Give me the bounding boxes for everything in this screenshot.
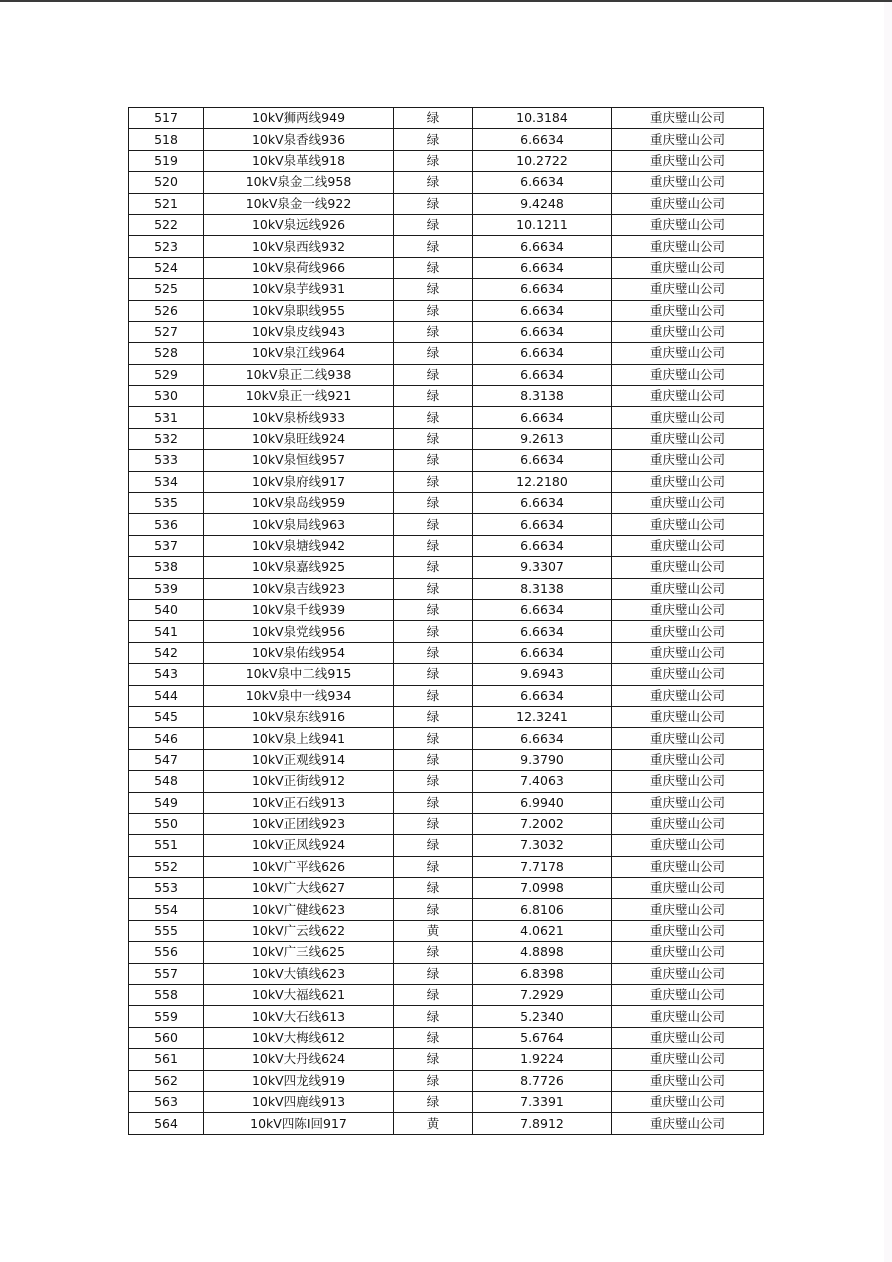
cell-row-index: 545 <box>129 706 204 727</box>
cell-row-index: 535 <box>129 493 204 514</box>
cell-grade: 绿 <box>394 963 473 984</box>
cell-value: 6.8398 <box>473 963 612 984</box>
cell-row-index: 551 <box>129 835 204 856</box>
feeder-table <box>128 107 764 1135</box>
cell-row-index: 548 <box>129 771 204 792</box>
cell-row-index: 531 <box>129 407 204 428</box>
cell-line-name: 10kV大梅线612 <box>204 1027 394 1048</box>
cell-line-name: 10kV泉芋线931 <box>204 279 394 300</box>
cell-line-name: 10kV正石线913 <box>204 792 394 813</box>
cell-company: 重庆璧山公司 <box>612 771 764 792</box>
cell-line-name: 10kV四龙线919 <box>204 1070 394 1091</box>
cell-value: 7.2929 <box>473 985 612 1006</box>
cell-line-name: 10kV泉党线956 <box>204 621 394 642</box>
table-row <box>129 813 764 834</box>
cell-company: 重庆璧山公司 <box>612 386 764 407</box>
table-row <box>129 878 764 899</box>
table-row <box>129 835 764 856</box>
cell-company: 重庆璧山公司 <box>612 150 764 171</box>
cell-company: 重庆璧山公司 <box>612 321 764 342</box>
table-row <box>129 343 764 364</box>
cell-line-name: 10kV泉荷线966 <box>204 257 394 278</box>
cell-company: 重庆璧山公司 <box>612 279 764 300</box>
cell-grade: 绿 <box>394 129 473 150</box>
table-row <box>129 706 764 727</box>
cell-grade: 绿 <box>394 706 473 727</box>
cell-value: 6.6634 <box>473 450 612 471</box>
cell-line-name: 10kV泉职线955 <box>204 300 394 321</box>
table-row <box>129 214 764 235</box>
cell-row-index: 559 <box>129 1006 204 1027</box>
table-row <box>129 621 764 642</box>
table-row <box>129 728 764 749</box>
table-row <box>129 985 764 1006</box>
cell-company: 重庆璧山公司 <box>612 706 764 727</box>
table-row <box>129 279 764 300</box>
table-row <box>129 942 764 963</box>
table-row <box>129 1070 764 1091</box>
cell-company: 重庆璧山公司 <box>612 813 764 834</box>
cell-row-index: 541 <box>129 621 204 642</box>
cell-value: 8.3138 <box>473 578 612 599</box>
cell-line-name: 10kV广健线623 <box>204 899 394 920</box>
cell-grade: 绿 <box>394 792 473 813</box>
cell-grade: 绿 <box>394 493 473 514</box>
feeder-table-body <box>129 108 764 1135</box>
table-row <box>129 899 764 920</box>
cell-line-name: 10kV大镇线623 <box>204 963 394 984</box>
cell-value: 10.2722 <box>473 150 612 171</box>
cell-value: 6.6634 <box>473 621 612 642</box>
cell-value: 12.3241 <box>473 706 612 727</box>
cell-row-index: 554 <box>129 899 204 920</box>
cell-company: 重庆璧山公司 <box>612 493 764 514</box>
cell-value: 9.4248 <box>473 193 612 214</box>
cell-grade: 绿 <box>394 749 473 770</box>
cell-company: 重庆璧山公司 <box>612 899 764 920</box>
cell-grade: 绿 <box>394 450 473 471</box>
cell-value: 6.6634 <box>473 300 612 321</box>
cell-row-index: 549 <box>129 792 204 813</box>
cell-row-index: 562 <box>129 1070 204 1091</box>
cell-grade: 绿 <box>394 835 473 856</box>
cell-company: 重庆璧山公司 <box>612 920 764 941</box>
cell-line-name: 10kV泉府线917 <box>204 471 394 492</box>
table-row <box>129 193 764 214</box>
cell-company: 重庆璧山公司 <box>612 578 764 599</box>
cell-line-name: 10kV正凤线924 <box>204 835 394 856</box>
cell-company: 重庆璧山公司 <box>612 193 764 214</box>
table-row <box>129 493 764 514</box>
cell-line-name: 10kV四鹿线913 <box>204 1091 394 1112</box>
cell-row-index: 526 <box>129 300 204 321</box>
cell-value: 10.3184 <box>473 108 612 129</box>
cell-grade: 绿 <box>394 728 473 749</box>
cell-row-index: 539 <box>129 578 204 599</box>
table-row <box>129 1113 764 1134</box>
cell-row-index: 550 <box>129 813 204 834</box>
cell-grade: 绿 <box>394 813 473 834</box>
cell-company: 重庆璧山公司 <box>612 514 764 535</box>
cell-grade: 绿 <box>394 150 473 171</box>
cell-value: 6.6634 <box>473 236 612 257</box>
cell-line-name: 10kV广平线626 <box>204 856 394 877</box>
cell-company: 重庆璧山公司 <box>612 1070 764 1091</box>
cell-line-name: 10kV泉上线941 <box>204 728 394 749</box>
table-row <box>129 535 764 556</box>
cell-grade: 绿 <box>394 428 473 449</box>
table-row <box>129 599 764 620</box>
cell-line-name: 10kV大丹线624 <box>204 1049 394 1070</box>
cell-line-name: 10kV泉中一线934 <box>204 685 394 706</box>
table-row <box>129 685 764 706</box>
cell-value: 8.3138 <box>473 386 612 407</box>
cell-grade: 绿 <box>394 599 473 620</box>
cell-company: 重庆璧山公司 <box>612 835 764 856</box>
table-row <box>129 1006 764 1027</box>
cell-row-index: 519 <box>129 150 204 171</box>
cell-line-name: 10kV泉香线936 <box>204 129 394 150</box>
cell-row-index: 543 <box>129 664 204 685</box>
cell-company: 重庆璧山公司 <box>612 257 764 278</box>
cell-grade: 绿 <box>394 172 473 193</box>
cell-row-index: 558 <box>129 985 204 1006</box>
cell-row-index: 518 <box>129 129 204 150</box>
cell-company: 重庆璧山公司 <box>612 535 764 556</box>
cell-row-index: 546 <box>129 728 204 749</box>
table-row <box>129 172 764 193</box>
cell-company: 重庆璧山公司 <box>612 1113 764 1134</box>
cell-company: 重庆璧山公司 <box>612 963 764 984</box>
cell-company: 重庆璧山公司 <box>612 557 764 578</box>
cell-row-index: 537 <box>129 535 204 556</box>
cell-line-name: 10kV泉远线926 <box>204 214 394 235</box>
cell-company: 重庆璧山公司 <box>612 428 764 449</box>
cell-line-name: 10kV泉中二线915 <box>204 664 394 685</box>
table-row <box>129 428 764 449</box>
cell-line-name: 10kV广大线627 <box>204 878 394 899</box>
cell-grade: 绿 <box>394 214 473 235</box>
cell-company: 重庆璧山公司 <box>612 364 764 385</box>
cell-value: 6.6634 <box>473 685 612 706</box>
cell-value: 6.6634 <box>473 642 612 663</box>
table-row <box>129 578 764 599</box>
cell-company: 重庆璧山公司 <box>612 664 764 685</box>
table-row <box>129 749 764 770</box>
cell-company: 重庆璧山公司 <box>612 1006 764 1027</box>
table-row <box>129 450 764 471</box>
cell-line-name: 10kV四陈I回917 <box>204 1113 394 1134</box>
cell-grade: 绿 <box>394 557 473 578</box>
cell-line-name: 10kV泉吉线923 <box>204 578 394 599</box>
cell-value: 6.9940 <box>473 792 612 813</box>
cell-row-index: 533 <box>129 450 204 471</box>
cell-value: 9.3307 <box>473 557 612 578</box>
cell-grade: 绿 <box>394 514 473 535</box>
cell-value: 7.7178 <box>473 856 612 877</box>
cell-value: 10.1211 <box>473 214 612 235</box>
cell-value: 9.6943 <box>473 664 612 685</box>
table-row <box>129 1091 764 1112</box>
cell-row-index: 523 <box>129 236 204 257</box>
cell-row-index: 557 <box>129 963 204 984</box>
cell-grade: 绿 <box>394 1027 473 1048</box>
cell-grade: 绿 <box>394 236 473 257</box>
cell-company: 重庆璧山公司 <box>612 172 764 193</box>
cell-grade: 绿 <box>394 279 473 300</box>
cell-row-index: 527 <box>129 321 204 342</box>
table-row <box>129 321 764 342</box>
cell-row-index: 521 <box>129 193 204 214</box>
cell-value: 7.4063 <box>473 771 612 792</box>
cell-company: 重庆璧山公司 <box>612 642 764 663</box>
cell-grade: 绿 <box>394 471 473 492</box>
cell-row-index: 553 <box>129 878 204 899</box>
table-row <box>129 386 764 407</box>
cell-value: 6.6634 <box>473 321 612 342</box>
cell-company: 重庆璧山公司 <box>612 214 764 235</box>
cell-company: 重庆璧山公司 <box>612 792 764 813</box>
cell-company: 重庆璧山公司 <box>612 942 764 963</box>
cell-grade: 黄 <box>394 920 473 941</box>
cell-value: 4.0621 <box>473 920 612 941</box>
table-row <box>129 257 764 278</box>
cell-row-index: 536 <box>129 514 204 535</box>
cell-row-index: 525 <box>129 279 204 300</box>
cell-row-index: 561 <box>129 1049 204 1070</box>
cell-grade: 绿 <box>394 985 473 1006</box>
cell-line-name: 10kV泉江线964 <box>204 343 394 364</box>
cell-value: 6.6634 <box>473 493 612 514</box>
cell-row-index: 524 <box>129 257 204 278</box>
cell-grade: 绿 <box>394 343 473 364</box>
cell-company: 重庆璧山公司 <box>612 728 764 749</box>
table-row <box>129 236 764 257</box>
cell-line-name: 10kV泉旺线924 <box>204 428 394 449</box>
cell-company: 重庆璧山公司 <box>612 599 764 620</box>
cell-value: 6.6634 <box>473 279 612 300</box>
cell-row-index: 552 <box>129 856 204 877</box>
cell-value: 6.6634 <box>473 535 612 556</box>
table-row <box>129 129 764 150</box>
cell-company: 重庆璧山公司 <box>612 300 764 321</box>
table-row <box>129 664 764 685</box>
cell-value: 7.8912 <box>473 1113 612 1134</box>
cell-value: 6.6634 <box>473 343 612 364</box>
table-row <box>129 150 764 171</box>
cell-value: 6.6634 <box>473 514 612 535</box>
cell-grade: 绿 <box>394 621 473 642</box>
cell-value: 4.8898 <box>473 942 612 963</box>
cell-line-name: 10kV泉正二线938 <box>204 364 394 385</box>
table-row <box>129 407 764 428</box>
cell-grade: 绿 <box>394 364 473 385</box>
cell-company: 重庆璧山公司 <box>612 621 764 642</box>
cell-row-index: 528 <box>129 343 204 364</box>
cell-line-name: 10kV泉嘉线925 <box>204 557 394 578</box>
cell-line-name: 10kV泉桥线933 <box>204 407 394 428</box>
cell-line-name: 10kV泉皮线943 <box>204 321 394 342</box>
cell-line-name: 10kV大石线613 <box>204 1006 394 1027</box>
cell-line-name: 10kV泉金二线958 <box>204 172 394 193</box>
cell-company: 重庆璧山公司 <box>612 1027 764 1048</box>
cell-grade: 绿 <box>394 1049 473 1070</box>
cell-grade: 绿 <box>394 878 473 899</box>
cell-company: 重庆璧山公司 <box>612 985 764 1006</box>
cell-line-name: 10kV泉佑线954 <box>204 642 394 663</box>
cell-row-index: 522 <box>129 214 204 235</box>
cell-line-name: 10kV泉西线932 <box>204 236 394 257</box>
cell-row-index: 564 <box>129 1113 204 1134</box>
cell-value: 9.2613 <box>473 428 612 449</box>
table-row <box>129 471 764 492</box>
cell-line-name: 10kV广云线622 <box>204 920 394 941</box>
cell-grade: 绿 <box>394 685 473 706</box>
cell-value: 8.7726 <box>473 1070 612 1091</box>
cell-line-name: 10kV泉正一线921 <box>204 386 394 407</box>
cell-row-index: 555 <box>129 920 204 941</box>
cell-line-name: 10kV广三线625 <box>204 942 394 963</box>
cell-company: 重庆璧山公司 <box>612 749 764 770</box>
cell-grade: 绿 <box>394 942 473 963</box>
table-row <box>129 108 764 129</box>
cell-row-index: 529 <box>129 364 204 385</box>
cell-grade: 绿 <box>394 193 473 214</box>
page-right-edge <box>884 2 892 1262</box>
cell-value: 6.6634 <box>473 407 612 428</box>
cell-row-index: 556 <box>129 942 204 963</box>
cell-company: 重庆璧山公司 <box>612 343 764 364</box>
table-row <box>129 364 764 385</box>
cell-company: 重庆璧山公司 <box>612 471 764 492</box>
cell-row-index: 547 <box>129 749 204 770</box>
cell-grade: 绿 <box>394 386 473 407</box>
cell-value: 7.2002 <box>473 813 612 834</box>
table-row <box>129 771 764 792</box>
cell-company: 重庆璧山公司 <box>612 236 764 257</box>
cell-grade: 绿 <box>394 407 473 428</box>
table-row <box>129 920 764 941</box>
cell-row-index: 530 <box>129 386 204 407</box>
cell-grade: 绿 <box>394 856 473 877</box>
cell-line-name: 10kV正团线923 <box>204 813 394 834</box>
table-row <box>129 514 764 535</box>
cell-row-index: 542 <box>129 642 204 663</box>
cell-value: 7.0998 <box>473 878 612 899</box>
cell-value: 9.3790 <box>473 749 612 770</box>
cell-company: 重庆璧山公司 <box>612 878 764 899</box>
cell-line-name: 10kV泉东线916 <box>204 706 394 727</box>
cell-line-name: 10kV泉金一线922 <box>204 193 394 214</box>
cell-line-name: 10kV正街线912 <box>204 771 394 792</box>
cell-value: 7.3032 <box>473 835 612 856</box>
cell-company: 重庆璧山公司 <box>612 450 764 471</box>
table-row <box>129 557 764 578</box>
cell-grade: 绿 <box>394 300 473 321</box>
cell-line-name: 10kV泉恒线957 <box>204 450 394 471</box>
cell-grade: 绿 <box>394 535 473 556</box>
cell-company: 重庆璧山公司 <box>612 1091 764 1112</box>
cell-value: 5.2340 <box>473 1006 612 1027</box>
cell-value: 6.8106 <box>473 899 612 920</box>
cell-value: 12.2180 <box>473 471 612 492</box>
cell-row-index: 540 <box>129 599 204 620</box>
cell-grade: 黄 <box>394 1113 473 1134</box>
cell-grade: 绿 <box>394 1070 473 1091</box>
cell-value: 6.6634 <box>473 364 612 385</box>
cell-value: 6.6634 <box>473 728 612 749</box>
cell-value: 7.3391 <box>473 1091 612 1112</box>
cell-value: 6.6634 <box>473 257 612 278</box>
cell-company: 重庆璧山公司 <box>612 856 764 877</box>
cell-row-index: 517 <box>129 108 204 129</box>
cell-row-index: 532 <box>129 428 204 449</box>
cell-grade: 绿 <box>394 1091 473 1112</box>
cell-row-index: 538 <box>129 557 204 578</box>
cell-grade: 绿 <box>394 642 473 663</box>
page-top-border <box>0 0 892 2</box>
cell-grade: 绿 <box>394 664 473 685</box>
cell-line-name: 10kV狮两线949 <box>204 108 394 129</box>
cell-line-name: 10kV泉千线939 <box>204 599 394 620</box>
cell-row-index: 534 <box>129 471 204 492</box>
cell-line-name: 10kV泉局线963 <box>204 514 394 535</box>
cell-line-name: 10kV泉塘线942 <box>204 535 394 556</box>
cell-grade: 绿 <box>394 321 473 342</box>
cell-row-index: 560 <box>129 1027 204 1048</box>
cell-value: 6.6634 <box>473 129 612 150</box>
cell-company: 重庆璧山公司 <box>612 108 764 129</box>
cell-company: 重庆璧山公司 <box>612 129 764 150</box>
cell-grade: 绿 <box>394 108 473 129</box>
table-row <box>129 1027 764 1048</box>
cell-line-name: 10kV正观线914 <box>204 749 394 770</box>
cell-value: 1.9224 <box>473 1049 612 1070</box>
cell-line-name: 10kV泉岛线959 <box>204 493 394 514</box>
cell-line-name: 10kV泉革线918 <box>204 150 394 171</box>
cell-line-name: 10kV大福线621 <box>204 985 394 1006</box>
table-row <box>129 300 764 321</box>
table-row <box>129 1049 764 1070</box>
cell-value: 5.6764 <box>473 1027 612 1048</box>
cell-row-index: 563 <box>129 1091 204 1112</box>
table-row <box>129 642 764 663</box>
cell-company: 重庆璧山公司 <box>612 407 764 428</box>
cell-row-index: 544 <box>129 685 204 706</box>
cell-grade: 绿 <box>394 1006 473 1027</box>
table-row <box>129 792 764 813</box>
cell-grade: 绿 <box>394 771 473 792</box>
cell-row-index: 520 <box>129 172 204 193</box>
cell-value: 6.6634 <box>473 172 612 193</box>
cell-grade: 绿 <box>394 578 473 599</box>
cell-grade: 绿 <box>394 899 473 920</box>
cell-value: 6.6634 <box>473 599 612 620</box>
cell-company: 重庆璧山公司 <box>612 685 764 706</box>
table-row <box>129 963 764 984</box>
table-row <box>129 856 764 877</box>
cell-company: 重庆璧山公司 <box>612 1049 764 1070</box>
cell-grade: 绿 <box>394 257 473 278</box>
